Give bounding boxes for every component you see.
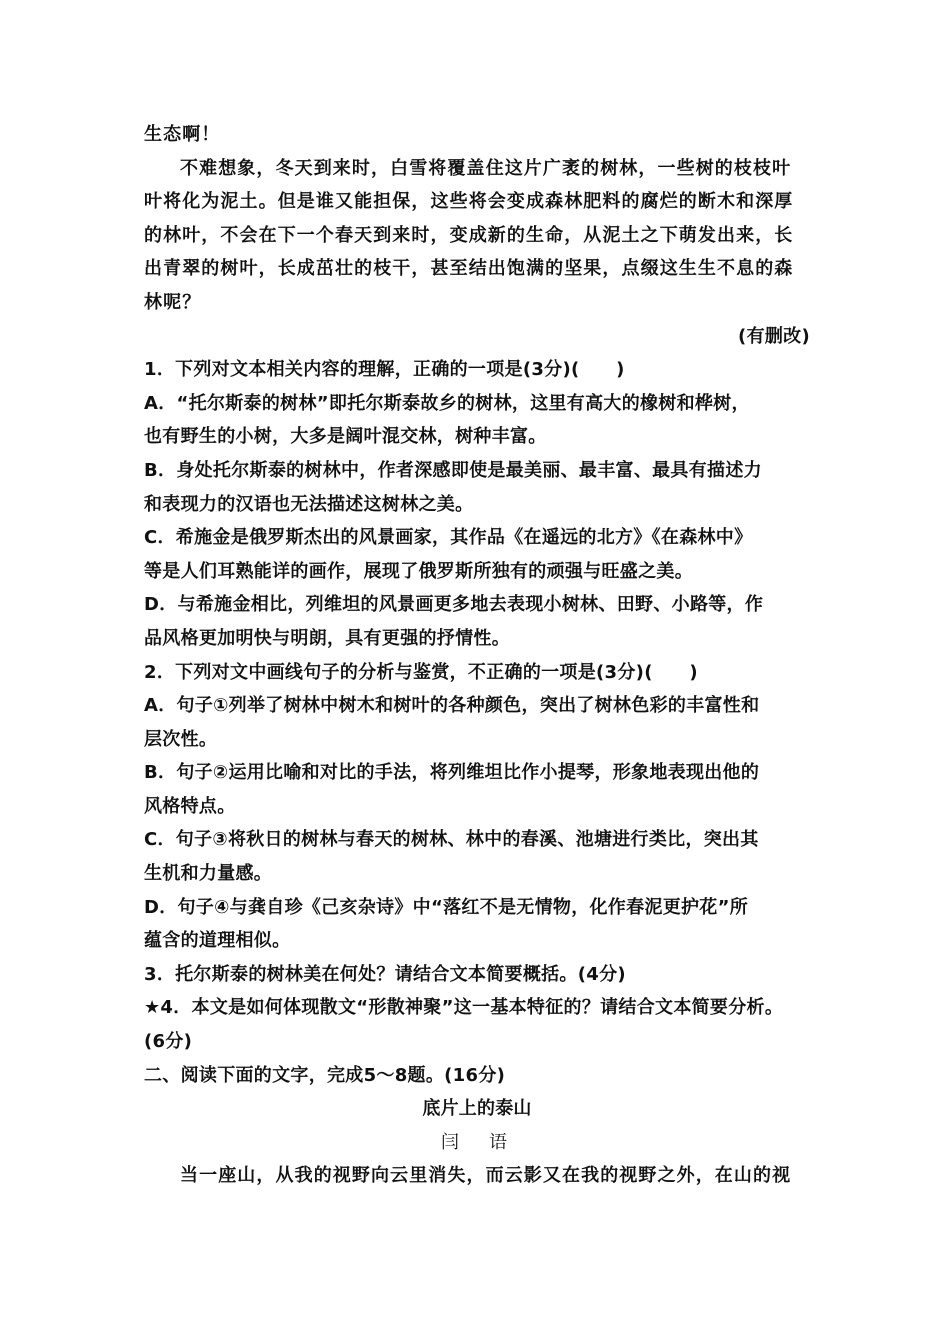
question-1-option-d: D．与希施金相比，列维坦的风景画更多地去表现小树林、田野、小路等，作 bbox=[144, 594, 764, 616]
question-2-option-b: B．句子②运用比喻和对比的手法，将列维坦比作小提琴，形象地表现出他的 bbox=[144, 762, 760, 784]
question-4-score: (6分) bbox=[144, 1031, 193, 1053]
source-note: (有删改) bbox=[738, 325, 810, 347]
question-2-option-b-cont: 风格特点。 bbox=[144, 795, 236, 817]
passage-line: 生态啊！ bbox=[144, 124, 221, 145]
passage-line: 林呢？ bbox=[144, 291, 202, 313]
article-title: 底片上的泰山 bbox=[422, 1098, 532, 1120]
question-2-option-c-cont: 生机和力量感。 bbox=[144, 863, 273, 885]
question-4-stem: ★4．本文是如何体现散文“形散神聚”这一基本特征的？请结合文本简要分析。 bbox=[144, 997, 784, 1019]
question-3-stem: 3．托尔斯泰的树林美在何处？请结合文本简要概括。(4分) bbox=[144, 963, 626, 985]
question-2-option-a: A．句子①列举了树林中树木和树叶的各种颜色，突出了树林色彩的丰富性和 bbox=[144, 695, 760, 717]
question-1-option-b-cont: 和表现力的汉语也无法描述这树林之美。 bbox=[144, 493, 474, 515]
question-1-option-c-cont: 等是人们耳熟能详的画作，展现了俄罗斯所独有的顽强与旺盛之美。 bbox=[144, 560, 693, 582]
passage-line: 的林叶，不会在下一个春天到来时，变成新的生命，从泥土之下萌发出来，长 bbox=[144, 224, 794, 246]
passage-line: 不难想象，冬天到来时，白雪将覆盖住这片广袤的树林，一些树的枝枝叶 bbox=[180, 157, 792, 179]
question-1-stem: 1．下列对文本相关内容的理解，正确的一项是(3分)( ) bbox=[144, 359, 625, 381]
question-1-option-a-cont: 也有野生的小树，大多是阔叶混交林，树种丰富。 bbox=[144, 426, 547, 448]
question-1-option-b: B．身处托尔斯泰的树林中，作者深感即使是最美丽、最丰富、最具有描述力 bbox=[144, 459, 762, 481]
question-1-option-a: A．“托尔斯泰的树林”即托尔斯泰故乡的树林，这里有高大的橡树和桦树， bbox=[144, 392, 750, 414]
document-page bbox=[144, 118, 810, 1193]
question-2-option-d: D．句子④与龚自珍《己亥杂诗》中“落红不是无情物，化作春泥更护花”所 bbox=[144, 896, 749, 918]
article-author: 闫 语 bbox=[441, 1131, 513, 1153]
passage-line: 当一座山，从我的视野向云里消失，而云影又在我的视野之外，在山的视 bbox=[180, 1165, 792, 1187]
question-2-option-a-cont: 层次性。 bbox=[144, 728, 218, 750]
passage-line: 出青翠的树叶，长成茁壮的枝干，甚至结出饱满的坚果，点缀这生生不息的森 bbox=[144, 258, 794, 280]
question-1-option-c: C．希施金是俄罗斯杰出的风景画家，其作品《在遥远的北方》《在森林中》 bbox=[144, 527, 753, 549]
question-2-option-c: C．句子③将秋日的树林与春天的树林、林中的春溪、池塘进行类比，突出其 bbox=[144, 829, 759, 851]
section-2-heading: 二、阅读下面的文字，完成5～8题。(16分) bbox=[144, 1064, 506, 1086]
question-1-option-d-cont: 品风格更加明快与明朗，具有更强的抒情性。 bbox=[144, 627, 510, 649]
question-2-option-d-cont: 蕴含的道理相似。 bbox=[144, 930, 291, 952]
question-2-stem: 2．下列对文中画线句子的分析与鉴赏，不正确的一项是(3分)( ) bbox=[144, 661, 698, 683]
passage-line: 叶将化为泥土。但是谁又能担保，这些将会变成森林肥料的腐烂的断木和深厚 bbox=[144, 191, 794, 213]
